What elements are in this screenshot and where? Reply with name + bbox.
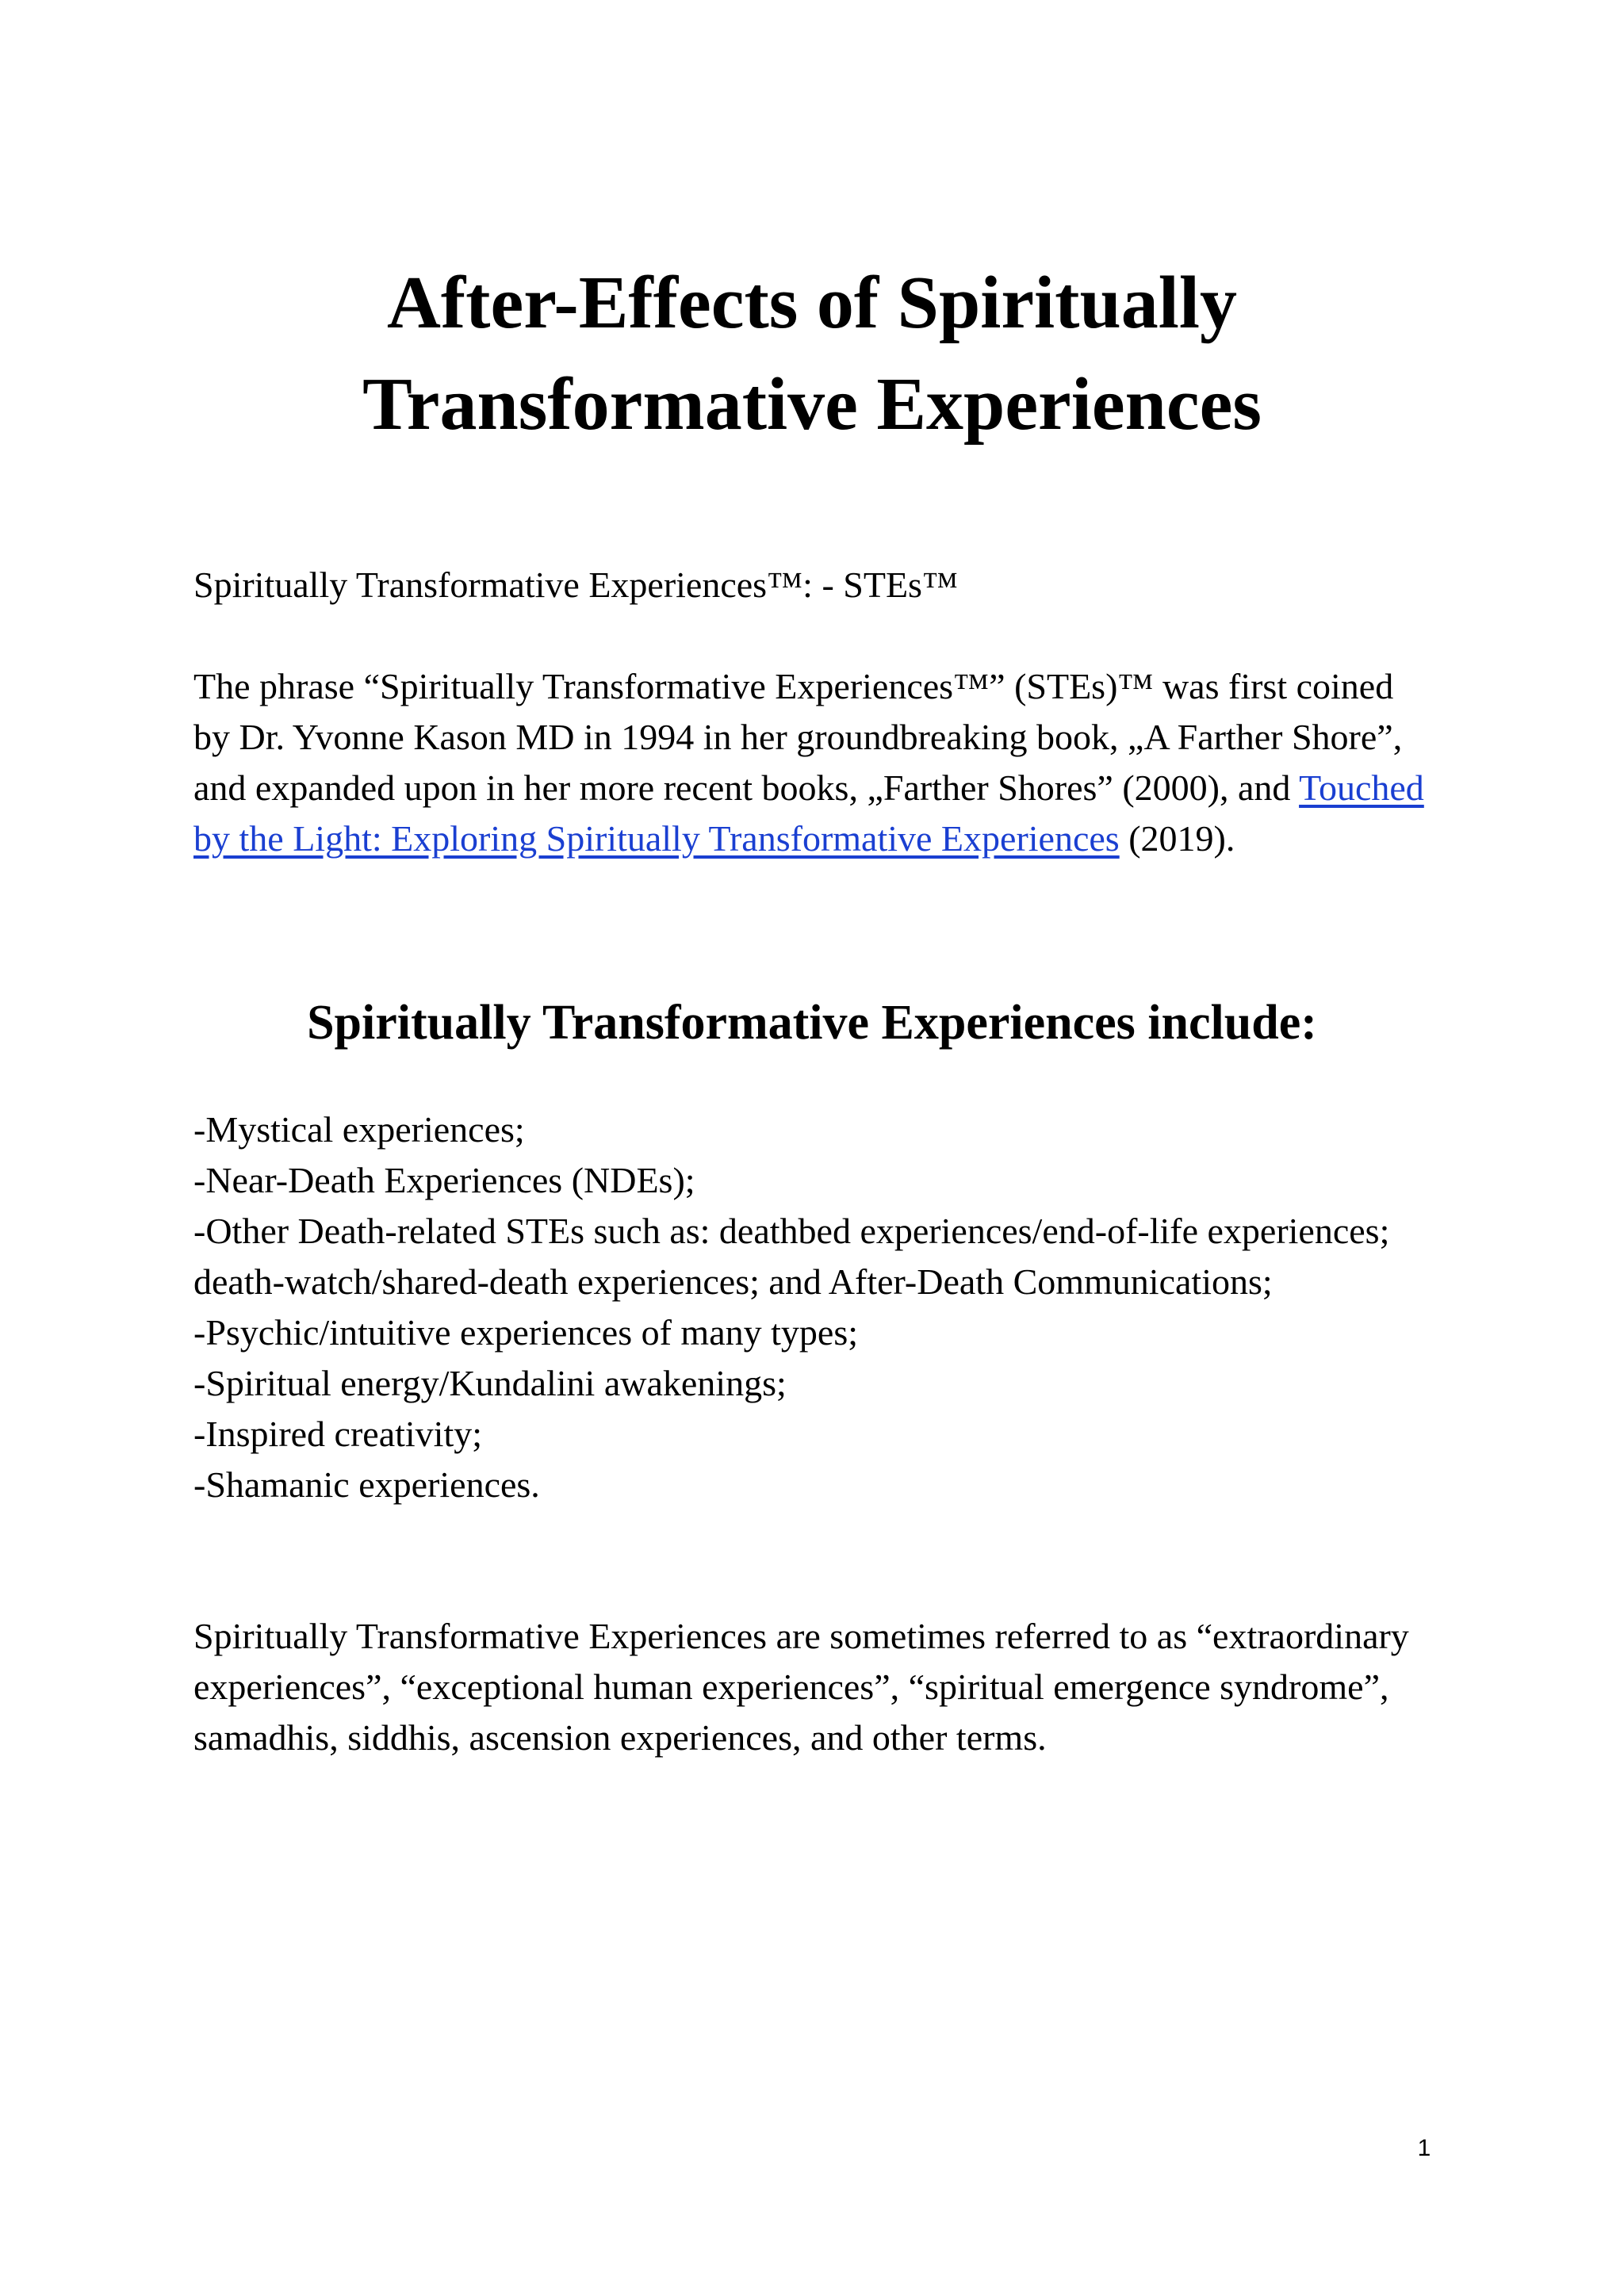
list-item: -Inspired creativity; [193, 1414, 483, 1454]
page-number: 1 [1417, 2135, 1431, 2161]
title-line-1: After-Effects of Spiritually [386, 262, 1237, 344]
subtitle-line: Spiritually Transformative Experiences™: - STEs™ [193, 564, 959, 605]
experience-list [193, 1104, 1431, 1510]
intro-paragraph [193, 661, 1431, 864]
list-item: -Shamanic experiences. [193, 1464, 540, 1505]
book-link[interactable]: Touched by the Light: Exploring Spiritually Transformative Experiences [193, 767, 1424, 859]
section-heading: Spiritually Transformative Experiences include: [307, 996, 1317, 1050]
list-item: -Near-Death Experiences (NDEs); [193, 1160, 695, 1200]
intro-text-after-link: (2019). [1119, 818, 1235, 859]
title-line-2: Transformative Experiences [362, 363, 1262, 446]
closing-paragraph: Spiritually Transformative Experiences are sometimes referred to as “extraordinary experiences”, “exceptional human experiences”, “spiritual emergence syndrome”, samadhis, siddhis, ascension experiences, and other terms. [193, 1616, 1409, 1758]
intro-text-before-link: The phrase “Spiritually Transformative Experiences™” (STEs)™ was first coined by Dr. Yvonne Kason MD in 1994 in her groundbreaking book, „A Farther Shore”, and expanded upon in her more recent books, „Farther Shores” (2000), and [193, 666, 1403, 808]
list-item: -Spiritual energy/Kundalini awakenings; [193, 1363, 787, 1403]
list-item: -Other Death-related STEs such as: deathbed experiences/end-of-life experiences; death-watch/shared-death experiences; and After-Death Communications; [193, 1211, 1390, 1302]
document-title [0, 252, 1624, 455]
list-item: -Mystical experiences; [193, 1109, 525, 1150]
list-item: -Psychic/intuitive experiences of many types; [193, 1312, 858, 1353]
